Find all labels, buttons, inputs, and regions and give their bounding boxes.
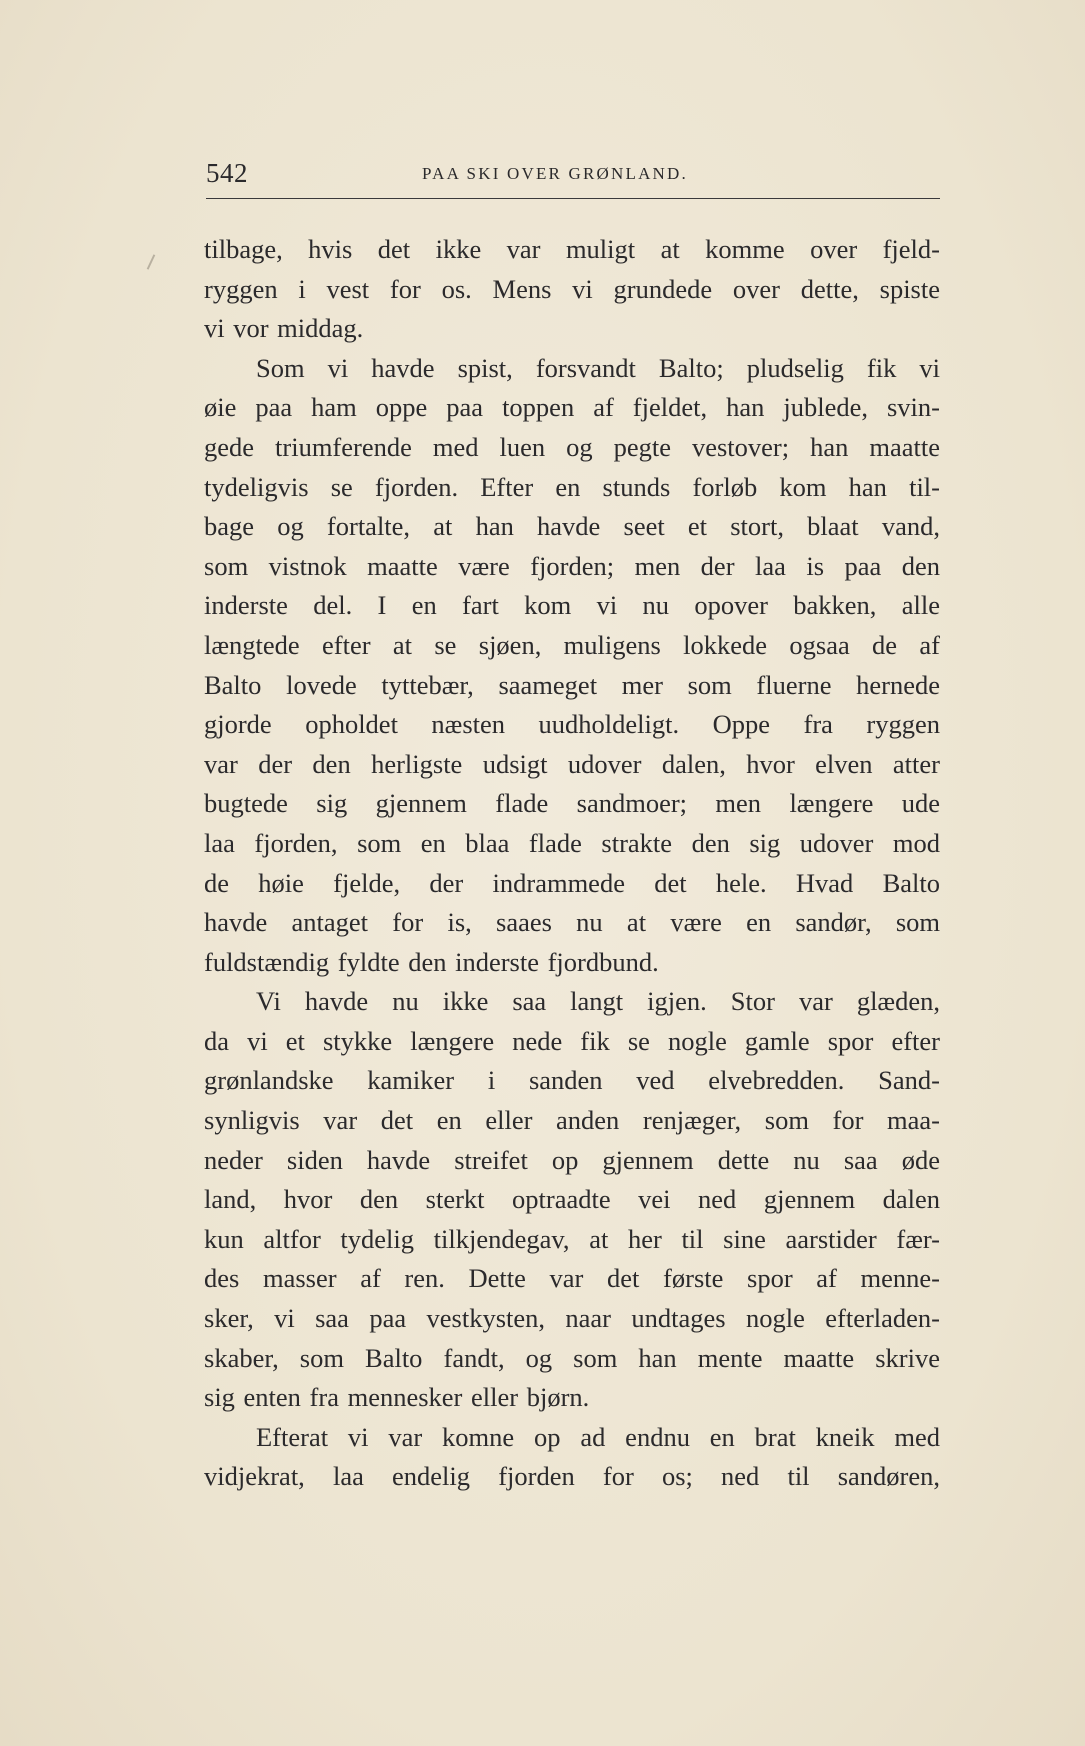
text-line: inderste del. I en fart kom vi nu opover bakken, alle xyxy=(204,590,940,621)
text-line: des masser af ren. Dette var det første spor af menne- xyxy=(204,1263,940,1294)
text-line: Som vi havde spist, forsvandt Balto; pludselig fik vi xyxy=(256,352,940,383)
text-line: da vi et stykke længere nede fik se nogle gamle spor efter xyxy=(204,1025,940,1056)
text-line: tilbage, hvis det ikke var muligt at komme over fjeld- xyxy=(204,234,940,264)
text-line: synligvis var det en eller anden renjæger, som for maa- xyxy=(204,1105,940,1136)
text-line: vi vor middag. xyxy=(204,313,364,344)
text-line: Efterat vi var komne op ad endnu en brat kneik med xyxy=(256,1421,940,1452)
text-line: de høie fjelde, der indrammede det hele. Hvad Balto xyxy=(204,867,940,898)
text-line: sker, vi saa paa vestkysten, naar undtages nogle efterladen- xyxy=(204,1303,940,1334)
text-line: ryggen i vest for os. Mens vi grundede over dette, spiste xyxy=(204,273,940,304)
text-line: var der den herligste udsigt udover dalen, hvor elven atter xyxy=(204,748,940,779)
margin-mark xyxy=(147,254,156,269)
page-number: 542 xyxy=(206,158,248,188)
text-line: kun altfor tydelig tilkjendegav, at her til sine aarstider fær- xyxy=(204,1223,940,1254)
text-line: vidjekrat, laa endelig fjorden for os; ned til sandøren, xyxy=(204,1461,940,1492)
text-line: bugtede sig gjennem flade sandmoer; men længere ude xyxy=(204,788,940,819)
text-line: grønlandske kamiker i sanden ved elvebredden. Sand- xyxy=(204,1065,940,1096)
text-line: neder siden havde streifet op gjennem dette nu saa øde xyxy=(204,1144,940,1175)
text-line: gjorde opholdet næsten uudholdeligt. Oppe fra ryggen xyxy=(204,709,940,740)
text-line: skaber, som Balto fandt, og som han mente maatte skrive xyxy=(204,1342,940,1373)
text-line: tydeligvis se fjorden. Efter en stunds forløb kom han til- xyxy=(204,471,940,502)
text-line: gede triumferende med luen og pegte vestover; han maatte xyxy=(204,431,940,462)
header-rule xyxy=(206,198,940,199)
page-header xyxy=(206,158,940,198)
text-line: sig enten fra mennesker eller bjørn. xyxy=(204,1382,590,1413)
text-line: som vistnok maatte være fjorden; men der laa is paa den xyxy=(204,550,940,581)
body-text xyxy=(204,230,940,1497)
text-line: laa fjorden, som en blaa flade strakte den sig udover mod xyxy=(204,827,940,858)
text-line: land, hvor den sterkt optraadte vei ned gjennem dalen xyxy=(204,1184,940,1215)
text-line: længtede efter at se sjøen, muligens lokkede ogsaa de af xyxy=(204,629,940,660)
text-line: havde antaget for is, saaes nu at være en sandør, som xyxy=(204,907,940,938)
text-line: øie paa ham oppe paa toppen af fjeldet, han jublede, svin- xyxy=(204,392,940,423)
text-line: bage og fortalte, at han havde seet et stort, blaat vand, xyxy=(204,511,940,542)
text-line: fuldstændig fyldte den inderste fjordbund. xyxy=(204,946,659,977)
text-line: Balto lovede tyttebær, saameget mer som fluerne hernede xyxy=(204,669,940,700)
text-line: Vi havde nu ikke saa langt igjen. Stor var glæden, xyxy=(256,986,940,1017)
running-title: PAA SKI OVER GRØNLAND. xyxy=(422,164,688,183)
